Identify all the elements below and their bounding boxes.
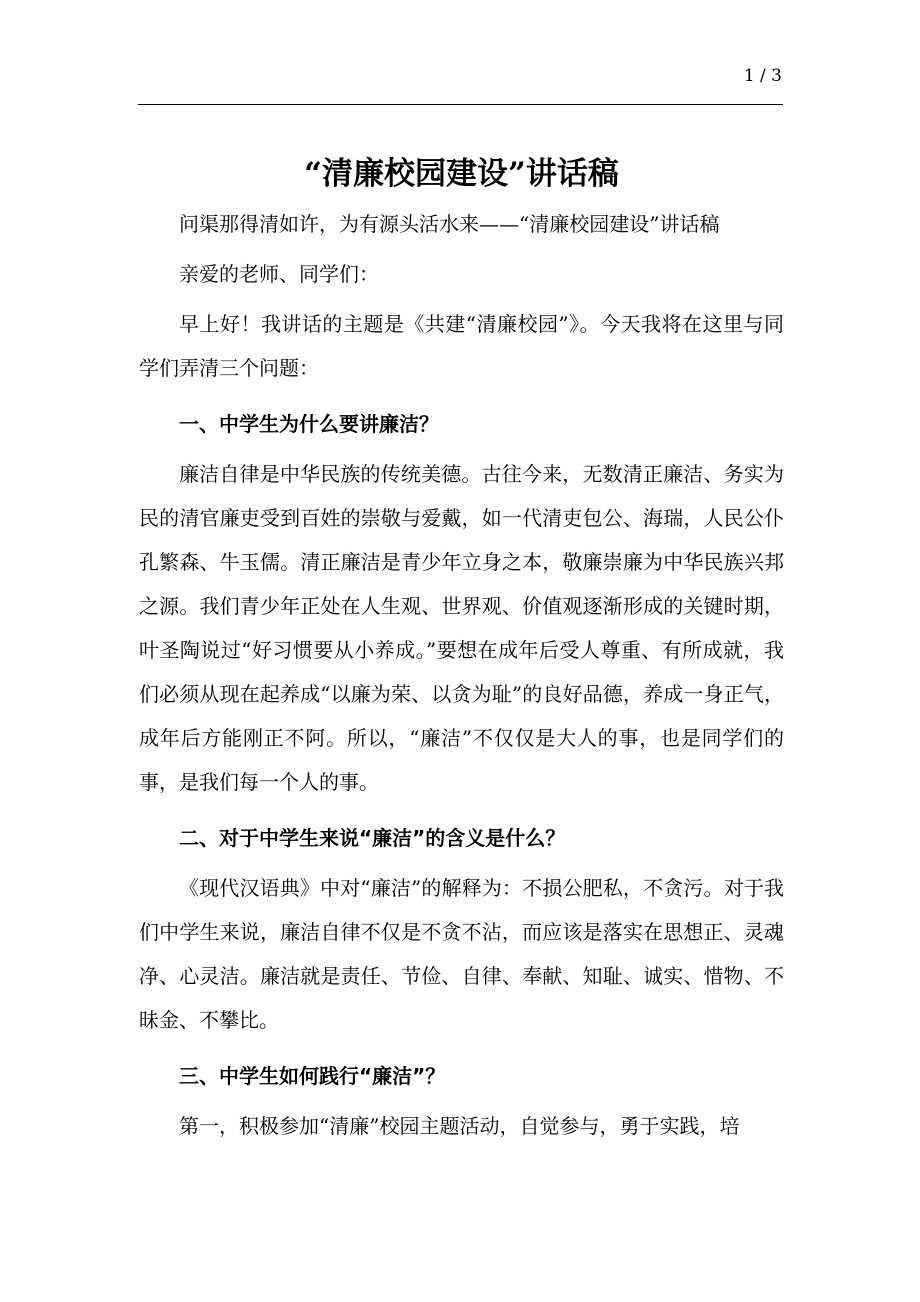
section-1-heading: 一、中学生为什么要讲廉洁？ xyxy=(179,412,439,436)
section-3-body: 第一，积极参加“清廉”校园主题活动，自觉参与，勇于实践，培 xyxy=(179,1114,740,1138)
page-number: 1 / 3 xyxy=(743,66,782,86)
section-3-heading: 三、中学生如何践行“廉洁”？ xyxy=(179,1064,446,1088)
section-1-body: 廉洁自律是中华民族的传统美德。古往今来，无数清正廉洁、务实为民的清官廉吏受到百姓的崇敬与爱戴，如一代清吏包公、海瑞，人民公仆孔繁森、牛玉儒。清正廉洁是青少年立身之本，敬廉崇廉为中华民族兴邦之源。我们青少年正处在人生观、世界观、价值观逐渐形成的关键时期，叶圣陶说过“好习惯要从小养成。”要想在成年后受人尊重、有所成就，我们必须从现在起养成“以廉为荣、以贪为耻”的良好品德，养成一身正气，成年后方能刚正不阿。所以，“廉洁”不仅仅是大人的事，也是同学们的事，是我们每一个人的事。 xyxy=(139,462,784,794)
header-rule xyxy=(138,104,783,105)
section-2-body: 《现代汉语典》中对“廉洁”的解释为：不损公肥私，不贪污。对于我们中学生来说，廉洁自律不仅是不贪不沾，而应该是落实在思想正、灵魂净、心灵洁。廉洁就是责任、节俭、自律、奉献、知耻、诚实、惜物、不昧金、不攀比。 xyxy=(139,876,784,1032)
document-body xyxy=(139,146,784,1148)
subtitle-paragraph: 问渠那得清如许，为有源头活水来——“清廉校园建设”讲话稿 xyxy=(179,212,720,236)
greeting-paragraph: 亲爱的老师、同学们： xyxy=(179,262,379,286)
section-2-heading: 二、对于中学生来说“廉洁”的含义是什么？ xyxy=(179,826,566,850)
intro-paragraph: 早上好！我讲话的主题是《共建“清廉校园”》。今天我将在这里与同学们弄清三个问题： xyxy=(139,312,784,380)
document-title: “清廉校园建设”讲话稿 xyxy=(304,156,619,192)
